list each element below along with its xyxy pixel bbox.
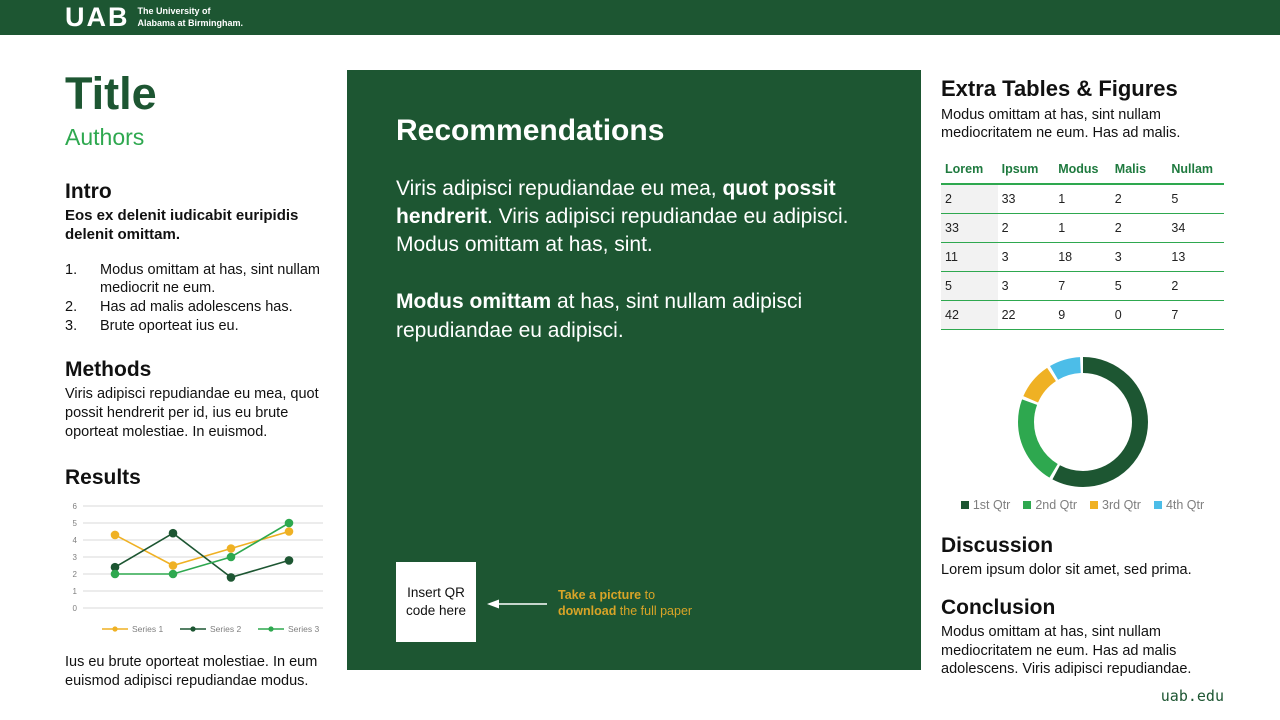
svg-text:0: 0 [72, 603, 77, 613]
recommendations-paragraph-2 [396, 288, 896, 344]
table-header-cell: Lorem [941, 157, 998, 184]
table-cell: 2 [998, 214, 1055, 243]
table-cell: 3 [998, 272, 1055, 301]
legend-item [961, 498, 1011, 512]
table-cell: 7 [1167, 301, 1224, 330]
table-cell: 0 [1111, 301, 1168, 330]
recommendations-heading: Recommendations [396, 114, 665, 147]
uab-logo [65, 4, 243, 31]
table-cell: 2 [1111, 184, 1168, 214]
extra-tables-heading: Extra Tables & Figures [941, 76, 1178, 101]
table-cell: 5 [941, 272, 998, 301]
table-cell: 18 [1054, 243, 1111, 272]
legend-swatch [1090, 501, 1098, 509]
table-cell: 7 [1054, 272, 1111, 301]
legend-label: 1st Qtr [972, 498, 1011, 513]
uab-edu-link: uab.edu [1160, 687, 1224, 706]
svg-text:5: 5 [72, 518, 77, 528]
table-header-cell: Nullam [1167, 157, 1224, 184]
text-segment: to [641, 588, 656, 602]
text-segment: the full paper [616, 603, 693, 618]
methods-body: Viris adipisci repudiandae eu mea, quot possit hendrerit per id, ius eu brute oporteat molestiae. In euismod. [65, 386, 319, 440]
svg-text:1: 1 [72, 586, 77, 596]
uab-logo-mark: UAB [65, 2, 130, 32]
text-segment: Viris adipisci repudiandae eu mea, [396, 177, 723, 200]
legend-label: 2nd Qtr [1035, 498, 1078, 513]
svg-text:6: 6 [72, 501, 77, 511]
legend-item [1154, 498, 1204, 512]
donut-legend [941, 498, 1224, 512]
legend-swatch [1023, 501, 1031, 509]
text-segment: Modus omittam [396, 290, 552, 314]
results-line-chart [65, 498, 330, 640]
intro-lead: Eos ex delenit iudicabit euripidis delenit omittam. [65, 207, 299, 244]
data-table-header-row [941, 157, 1224, 184]
intro-heading: Intro [65, 180, 112, 204]
intro-list [65, 261, 328, 335]
poster-title: Title [65, 68, 157, 119]
table-cell: 3 [998, 243, 1055, 272]
list-item: Modus omittam at has, sint nullam mediocrit ne eum. [100, 261, 321, 297]
right-column [941, 76, 1224, 705]
topbar [0, 0, 1280, 35]
discussion-body: Lorem ipsum dolor sit amet, sed prima. [941, 562, 1192, 579]
svg-text:2: 2 [72, 569, 77, 579]
uab-logo-text [138, 6, 244, 29]
discussion-heading: Discussion [941, 534, 1054, 558]
conclusion-heading: Conclusion [941, 595, 1056, 619]
table-cell: 5 [1111, 272, 1168, 301]
svg-text:Series 2: Series 2 [210, 623, 242, 634]
table-cell: 13 [1167, 243, 1224, 272]
data-table-body [941, 184, 1224, 330]
table-row [941, 272, 1224, 301]
list-item: Has ad malis adolescens has. [100, 298, 293, 315]
table-cell: 2 [1111, 214, 1168, 243]
recommendations-panel [347, 70, 921, 670]
table-cell: 1 [1054, 184, 1111, 214]
uab-logo-line2: Alabama at Birmingham. [137, 17, 244, 28]
table-cell: 33 [941, 214, 998, 243]
qr-code-placeholder: Insert QR code here [396, 562, 476, 642]
text-segment: Take a picture [558, 588, 642, 602]
table-row [941, 243, 1224, 272]
poster-authors: Authors [65, 124, 145, 151]
table-header-cell: Modus [1054, 157, 1111, 184]
svg-text:Series 1: Series 1 [132, 623, 164, 634]
recommendations-paragraph-1 [396, 175, 896, 259]
svg-text:4: 4 [72, 535, 77, 545]
text-segment: . Viris adipisci repudiandae eu adipisci. Modus omittam at has, sint. [396, 205, 849, 257]
table-header-cell: Malis [1111, 157, 1168, 184]
legend-item [1090, 498, 1141, 512]
table-cell: 2 [941, 184, 998, 214]
table-row [941, 184, 1224, 214]
table-cell: 3 [1111, 243, 1168, 272]
take-picture-cta [558, 588, 710, 620]
legend-swatch [961, 501, 969, 509]
conclusion-body: Modus omittam at has, sint nullam mediocritatem ne eum. Has ad malis adolescens. Viris adipisci repudiandae. [941, 623, 1192, 678]
text-segment: quot possit hendrerit [396, 177, 836, 229]
uab-logo-line1: The University of [137, 6, 211, 17]
svg-text:Series 3: Series 3 [288, 623, 320, 634]
table-row [941, 301, 1224, 330]
legend-label: 3rd Qtr [1102, 498, 1141, 513]
table-cell: 5 [1167, 184, 1224, 214]
table-cell: 9 [1054, 301, 1111, 330]
table-cell: 33 [998, 184, 1055, 214]
donut-chart [1008, 350, 1158, 494]
table-row [941, 214, 1224, 243]
data-table [941, 157, 1224, 330]
text-segment: at has, sint nullam adipisci repudiandae eu adipisci. [396, 290, 803, 342]
legend-swatch [1154, 501, 1162, 509]
text-segment: download [558, 603, 617, 618]
legend-label: 4th Qtr [1165, 498, 1205, 513]
results-chart-wrap [65, 498, 328, 645]
table-cell: 22 [998, 301, 1055, 330]
data-table-head [941, 157, 1224, 184]
legend-item [1023, 498, 1077, 512]
svg-text:3: 3 [72, 552, 77, 562]
extra-tables-intro: Modus omittam at has, sint nullam mediocritatem ne eum. Has ad malis. [941, 107, 1181, 142]
methods-heading: Methods [65, 358, 152, 382]
table-cell: 11 [941, 243, 998, 272]
donut-chart-wrap [941, 350, 1224, 494]
table-header-cell: Ipsum [998, 157, 1055, 184]
recommendations-inner [396, 114, 896, 345]
left-arrow-icon [487, 597, 549, 616]
results-closing-text: Ius eu brute oporteat molestiae. In eum euismod adipisci repudiandae modus. [65, 653, 318, 689]
table-cell: 34 [1167, 214, 1224, 243]
table-cell: 2 [1167, 272, 1224, 301]
left-column [65, 70, 328, 691]
table-cell: 42 [941, 301, 998, 330]
table-cell: 1 [1054, 214, 1111, 243]
results-heading: Results [65, 465, 141, 489]
list-item: Brute oporteat ius eu. [100, 317, 239, 334]
